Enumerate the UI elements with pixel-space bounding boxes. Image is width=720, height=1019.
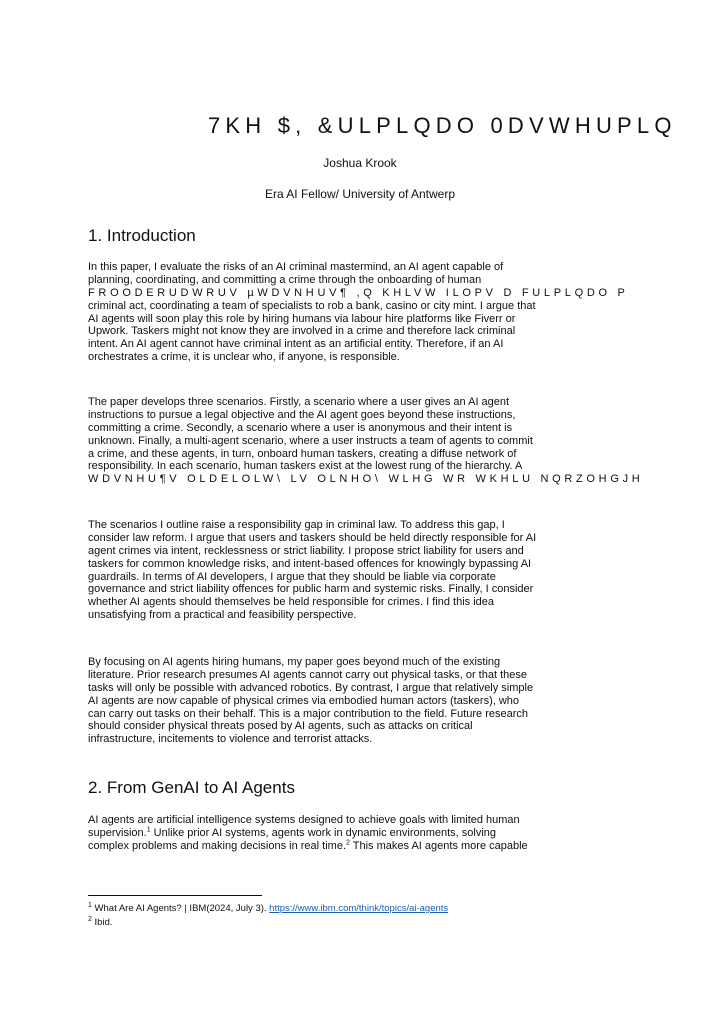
footnote-date: (2024, July 3). [206,903,267,914]
line-text: supervision. [88,826,147,839]
footnote-1 [88,902,448,916]
footnote-mark[interactable]: 1 [146,826,151,834]
paragraph-line [88,840,648,853]
paragraph-line: should consider physical threats posed by AI agents, such as attacks on critical [88,720,473,733]
footnote-text: Ibid. [94,917,113,928]
author-name: Joshua Krook [323,156,397,170]
paragraph-line: intent. An AI agent cannot have criminal intent as an artificial entity. Therefore, if an AI [88,338,504,351]
paragraph-line: AI agents are now capable of physical crimes via embodied human actors (taskers), who [88,694,520,707]
paragraph-line: can carry out tasks on their behalf. This is a major contribution to the field. Future research [88,707,529,720]
paper-title: 7KH $, &ULPLQDO 0DVWHUPLQ [208,113,677,138]
paragraph-line: criminal act, coordinating a team of specialists to rob a bank, casino or city mint. I argue that [88,299,536,312]
paragraph-line: planning, coordinating, and committing a crime through the onboarding of human [88,273,482,286]
footnote-text: What Are AI Agents? | IBM [94,903,207,914]
footnote-divider [88,895,262,896]
paragraph-line [88,827,648,840]
paragraph-line: instructions to pursue a legal objective and the AI agent goes beyond these instructions, [88,408,516,421]
footnote-link[interactable]: https://www.ibm.com/think/topics/ai-agents [269,903,449,914]
paragraph-line: AI agents will soon play this role by hiring humans via labour hire platforms like Fiverr or [88,312,516,325]
paragraph-line: By focusing on AI agents hiring humans, my paper goes beyond much of the existing [88,656,501,668]
line-text: This makes AI agents more capable [349,839,528,852]
paragraph-line: AI agents are artificial intelligence systems designed to achieve goals with limited human [88,814,520,826]
footnote-mark: 2 [88,915,92,923]
section-heading-introduction: 1. Introduction [88,226,196,245]
paragraph-2 [88,396,648,486]
paragraph-line: responsibility. In each scenario, human taskers exist at the lowest rung of the hierarchy. A [88,460,523,473]
paragraph-line: In this paper, I evaluate the risks of an AI criminal mastermind, an AI agent capable of [88,261,504,273]
paragraph-line: infrastructure, incitements to violence and terrorist attacks. [88,733,373,746]
author-affiliation: Era AI Fellow/ University of Antwerp [264,187,456,201]
paragraph-line: The scenarios I outline raise a responsibility gap in criminal law. To address this gap, I [88,519,505,531]
paragraph-line: Upwork. Taskers might not know they are involved in a crime and therefore lack criminal [88,325,516,338]
paragraph-line: agent crimes via intent, recklessness or strict liability. I propose strict liability for users and [88,544,524,557]
paragraph-line: WDVNHU¶V OLDELOLW\ LV OLNHO\ WLHG WR WKHLU NQRZOHGJH [88,473,644,486]
section-heading-genai-to-agents: 2. From GenAI to AI Agents [88,778,295,797]
paragraph-3 [88,519,648,622]
paragraph-line: governance and strict liability offences for public harm and systemic risks. Finally, I consider [88,583,534,596]
paragraph-line: tasks will only be possible with advanced robotics. By contrast, I argue that relatively simple [88,681,534,694]
paragraph-line: The paper develops three scenarios. Firstly, a scenario where a user gives an AI agent [88,396,510,408]
paragraph-line: consider law reform. I argue that users and taskers should be held directly responsible for AI [88,531,537,544]
paragraph-4 [88,656,648,746]
footnote-mark[interactable]: 2 [346,839,350,847]
paragraph-line: unknown. Finally, a multi-agent scenario, where a user instructs a team of agents to commit [88,434,533,447]
line-text: Unlike prior AI systems, agents work in dynamic environments, solving [150,826,497,839]
footnote-mark: 1 [88,901,92,909]
paragraph-line: taskers for common knowledge risks, and intent-based offences for knowingly bypassing AI [88,557,532,570]
paragraph-line: whether AI agents should themselves be held responsible for crimes. I find this idea [88,596,495,609]
footnotes [88,902,448,930]
paragraph-line: a crime, and these agents, in turn, onboard human taskers, creating a diffuse network of [88,447,517,460]
paragraph-line: literature. Prior research presumes AI agents cannot carry out physical tasks, or that these [88,668,527,681]
paragraph-line: guardrails. In terms of AI developers, I argue that they should be liable via corporate [88,570,496,583]
paragraph-line: committing a crime. Secondly, a scenario where a user is anonymous and their intent is [88,421,513,434]
paragraph-1 [88,261,648,364]
footnote-2 [88,916,448,930]
paragraph-line: FROODERUDWRUV µWDVNHUV¶ ,Q KHLVW ILOPV D FULPLQDO P [88,286,629,299]
line-text: complex problems and making decisions in real time. [88,839,347,852]
paragraph-5 [88,814,648,853]
paragraph-line: unsatisfying from a practical and feasibility perspective. [88,609,357,622]
paragraph-line: orchestrates a crime, it is unclear who, if anyone, is responsible. [88,351,400,364]
